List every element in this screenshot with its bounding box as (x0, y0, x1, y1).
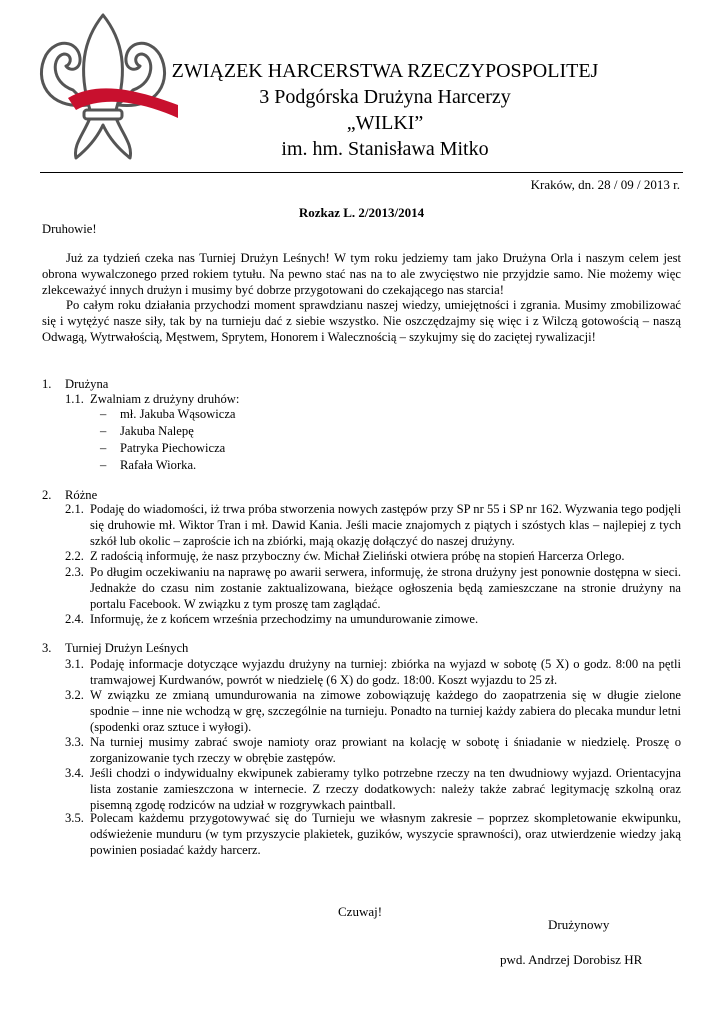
item-text: Zwalniam z drużyny druhów: (90, 392, 240, 406)
order-title: Rozkaz L. 2/2013/2014 (298, 205, 425, 220)
item-number: 3.3. (65, 735, 84, 749)
item-number: 2.4. (65, 612, 84, 626)
intro-paragraph: Po całym roku działania przychodzi moment sprawdzianu naszej wiedzy, umiejętności i zgrania. Musimy zmobilizować się i wytężyć nasze siły, tak by na turnieju dać z siebie wszystko. Nie oszczędzajmy się więc i z Wilczą gotowością – naszą Odwagą, Wytrwałością, Męstwem, Sprytem, Honorem i Walecznością – szykujmy się do zaciętej rywalizacji! (42, 298, 681, 344)
item-number: 3.2. (65, 688, 84, 702)
item-text: Jeśli chodzi o indywidualny ekwipunek zabieramy tylko potrzebne rzeczy na ten dwudniowy wyjazd. Orientacyjna lista zostanie zamieszczona w internecie. Z rzeczy dodatkowych: należy także zabrać legitymację szkolną oraz pisemną zgodę rodziców na udział w rozgrywkach paintball. (90, 766, 681, 812)
signatory-name: pwd. Andrzej Dorobisz HR (500, 952, 643, 967)
item-number: 2.3. (65, 565, 84, 579)
item-text: Na turniej musimy zabrać swoje namioty oraz prowiant na kolację w sobotę i śniadanie w niedzielę. Proszę o zorganizowanie tych rzeczy w obrębie zastępów. (90, 735, 681, 765)
item-text: Podaję informacje dotyczące wyjazdu drużyny na turniej: zbiórka na wyjazd w sobotę (5 X) o godz. 8:00 na pętli tramwajowej Kurdwanów, powrót w niedzielę (6 X) do godz. 18:00. Koszt wyjazdu to 25 zł. (90, 657, 681, 687)
unit-patron: im. hm. Stanisława Mitko (281, 138, 489, 160)
item-text: W związku ze zmianą umundurowania na zimowe zobowiązuję każdego do zaopatrzenia się w długie zielone spodnie – inne nie wchodzą w grę, szczególnie na turnieju. Ponadto na turniej każdy zabiera do plecaka mundur letni (spodenki oraz sztuce i wyłogi). (90, 688, 681, 734)
section-title: Drużyna (65, 377, 109, 391)
unit-name: 3 Podgórska Drużyna Harcerzy (259, 86, 511, 108)
item-number: 1.1. (65, 392, 84, 406)
item-number: 3.4. (65, 766, 84, 780)
item-text: Po długim oczekiwaniu na naprawę po awarii serwera, informuję, że strona drużyny jest ponownie dostępna w sieci. Jednakże do czasu nim zostanie zaktualizowana, bieżące ogłoszenia będą zamieszczane na stronie drużyny na portalu Facebook. W związku z tym proszę tam zaglądać. (90, 565, 681, 611)
section-title: Różne (65, 488, 98, 502)
intro-paragraph: Już za tydzień czeka nas Turniej Drużyn Leśnych! W tym roku jedziemy tam jako Drużyna Orla i naszym celem jest obrona wywalczonego przed rokiem tytułu. Na pewno stać nas na to ale zwycięstwo nie przyjdzie samo. Nie możemy więc zlekceważyć innych drużyn i musimy być dobrze przygotowani do czekającego nas starcia! (42, 251, 681, 297)
signatory-role: Drużynowy (548, 917, 610, 932)
list-item: Patryka Piechowicza (120, 441, 226, 455)
item-text: Informuję, że z końcem września przechodzimy na umundurowanie zimowe. (90, 612, 479, 626)
section-title: Turniej Drużyn Leśnych (65, 641, 189, 655)
item-number: 3.5. (65, 811, 84, 825)
list-item: Rafała Wiorka. (120, 458, 197, 472)
item-number: 2.2. (65, 549, 84, 563)
date-line: Kraków, dn. 28 / 09 / 2013 r. (530, 177, 680, 192)
org-name: ZWIĄZEK HARCERSTWA RZECZYPOSPOLITEJ (171, 60, 599, 82)
list-dash: – (100, 407, 107, 421)
item-text: Podaję do wiadomości, iż trwa próba stworzenia nowych zastępów przy SP nr 55 i SP nr 162. Wyzwania tego podjęli się druhowie mł. Wiktor Tran i mł. Dawid Kania. Jeśli macie znajomych z piątych i szóstych klas – najlepiej z tych szkół lub okolic – zaproście ich na zbiórki, mają okazję dołączyć do naszej drużyny. (90, 502, 681, 548)
item-text: Z radością informuję, że nasz przyboczny ćw. Michał Zieliński otwiera próbę na stopień Harcerza Orlego. (90, 549, 625, 563)
section-number: 1. (42, 377, 52, 391)
section-number: 3. (42, 641, 52, 655)
list-dash: – (100, 458, 107, 472)
unit-nickname: „WILKI” (346, 112, 424, 134)
list-dash: – (100, 441, 107, 455)
list-item: Jakuba Nalepę (120, 424, 194, 438)
item-text: Polecam każdemu przygotowywać się do Turnieju we własnym zakresie – poprzez skompletowanie ekwipunku, odświeżenie munduru (w tym przyszycie plakietek, guzików, wyszycie sprawności), oraz utwierdzenie wiedzy jaką powinien posiadać każdy harcerz. (90, 811, 681, 857)
section-number: 2. (42, 488, 52, 502)
header-divider (40, 172, 683, 173)
list-item: mł. Jakuba Wąsowicza (120, 407, 236, 421)
closing-salute: Czuwaj! (338, 904, 383, 919)
list-dash: – (100, 424, 107, 438)
item-number: 2.1. (65, 502, 84, 516)
item-number: 3.1. (65, 657, 84, 671)
fleur-de-lis-icon (28, 10, 178, 165)
greeting: Druhowie! (42, 222, 97, 236)
